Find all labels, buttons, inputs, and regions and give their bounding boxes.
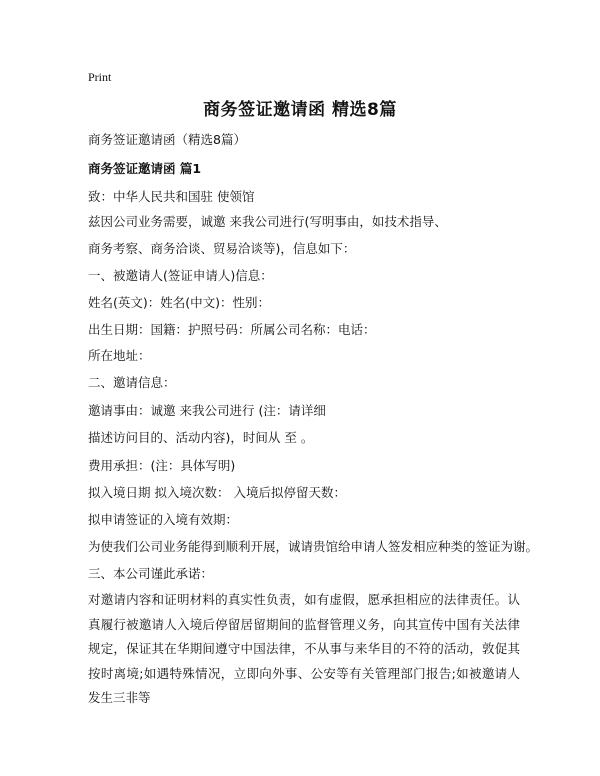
- print-link[interactable]: Print: [88, 70, 112, 84]
- document-subtitle: 商务签证邀请函（精选8篇）: [88, 132, 246, 147]
- addressee-line: 致：中华人民共和国驻 使领馆: [88, 189, 255, 204]
- body-line: 商务考察、商务洽谈、贸易洽谈等)，信息如下：: [88, 241, 356, 256]
- body-line: 拟入境日期 拟入境次数： 入境后拟停留天数：: [88, 485, 346, 500]
- document-title: 商务签证邀请函 精选8篇: [203, 100, 397, 120]
- section-heading-commitment: 三、本公司谨此承诺：: [88, 566, 214, 581]
- body-line: 描述访问目的、活动内容)，时间从 至 。: [88, 430, 314, 445]
- section-heading-invitation: 二、邀请信息：: [88, 375, 176, 390]
- body-line: 邀请事由：诚邀 来我公司进行 (注：请详细: [88, 403, 326, 418]
- body-line: 拟申请签证的入境有效期：: [88, 512, 239, 527]
- body-line: 出生日期：国籍：护照号码：所属公司名称：电话：: [88, 322, 376, 337]
- body-line: 为使我们公司业务能得到顺利开展，诚请贵馆给申请人签发相应种类的签证为谢。: [88, 539, 539, 554]
- body-line: 所在地址：: [88, 348, 151, 363]
- section-heading: 商务签证邀请函 篇1: [88, 161, 202, 176]
- section-heading-invitee: 一、被邀请人(签证申请人)信息：: [88, 268, 273, 283]
- commitment-paragraph: 对邀请内容和证明材料的真实性负责，如有虚假，愿承担相应的法律责任。认真履行被邀请人入境后停留居留期间的监督管理义务，向其宣传中国有关法律规定，保证其在华期间遵守中国法律，不从事与来华目的不符的活动，敦促其按时离境;如遇特殊情况，立即向外事、公安等有关管理部门报告;如被邀请人发生三非等: [88, 592, 520, 705]
- body-line: 费用承担：(注：具体写明): [88, 458, 236, 473]
- body-line: 兹因公司业务需要，诚邀 来我公司进行(写明事由，如技术指导、: [88, 214, 447, 229]
- body-line: 姓名(英文)：姓名(中文)：性别：: [88, 295, 271, 310]
